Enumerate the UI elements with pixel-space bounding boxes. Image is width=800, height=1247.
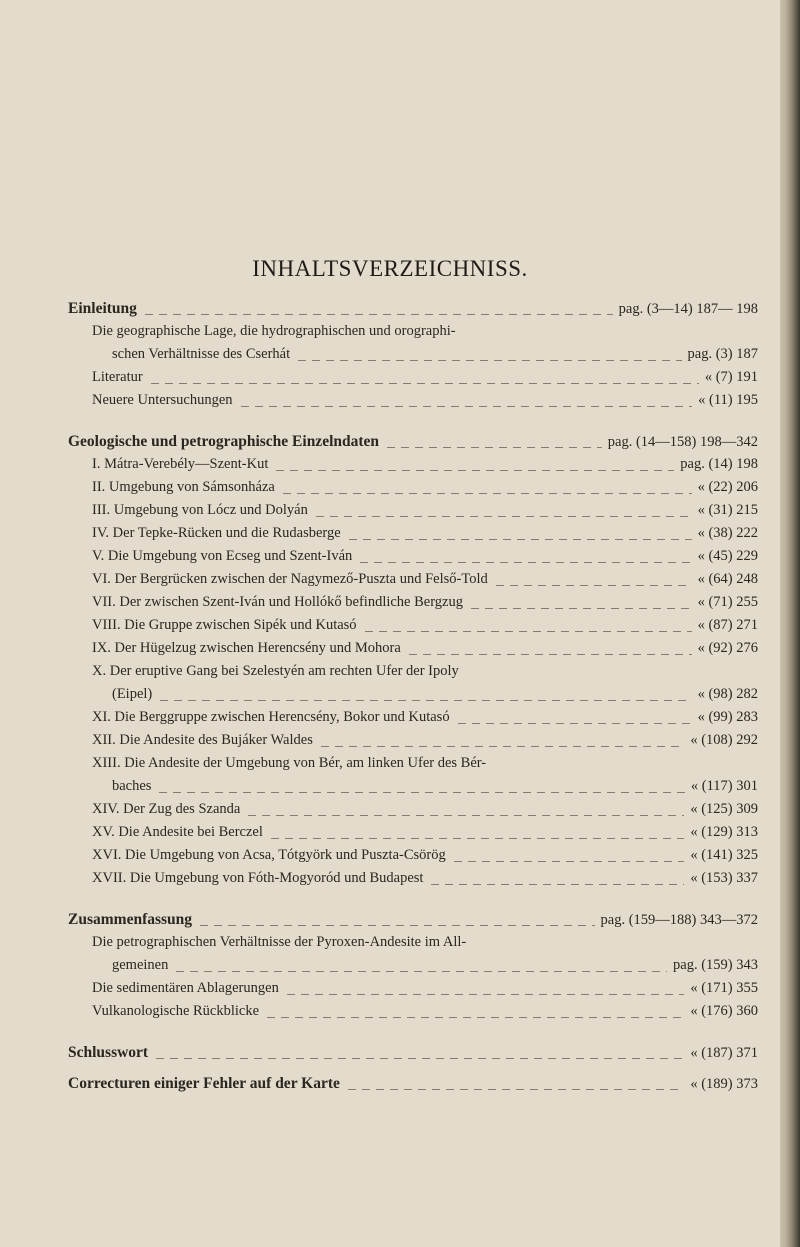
toc-entry — [68, 908, 758, 931]
toc-entry — [68, 499, 758, 522]
dot-leader — [298, 360, 681, 361]
entry-text: I. Mátra-Verebély—Szent-Kut — [92, 456, 269, 472]
toc-entry — [68, 522, 758, 545]
entry-page-ref: « (38) 222 — [697, 525, 758, 541]
entry-page-ref: « (71) 255 — [697, 594, 758, 610]
dot-leader — [458, 723, 692, 724]
entry-page-ref: « (125) 309 — [690, 801, 758, 817]
entry-text: Neuere Untersuchungen — [92, 392, 233, 408]
entry-text: (Eipel) — [112, 686, 153, 702]
toc-entry — [68, 706, 758, 729]
dot-leader — [496, 585, 692, 586]
dot-leader — [200, 925, 595, 926]
entry-text: Die petrographischen Verhältnisse der Pyroxen-Andesite im All- — [92, 934, 467, 950]
entry-page-ref: pag. (3—14) 187— 198 — [618, 301, 758, 317]
entry-text: XII. Die Andesite des Bujáker Waldes — [92, 732, 313, 748]
dot-leader — [287, 994, 685, 995]
dot-leader — [283, 493, 692, 494]
toc-entry — [68, 752, 758, 775]
dot-leader — [365, 631, 692, 632]
entry-page-ref: pag. (14—158) 198—342 — [607, 434, 758, 450]
dot-leader — [271, 838, 684, 839]
toc-entry — [68, 660, 758, 683]
entry-text: Literatur — [92, 369, 143, 385]
entry-text: V. Die Umgebung von Ecseg und Szent-Iván — [92, 548, 353, 564]
entry-page-ref: « (31) 215 — [697, 502, 758, 518]
entry-page-ref: « (129) 313 — [690, 824, 758, 840]
entry-page-ref: « (187) 371 — [690, 1045, 758, 1061]
toc-entry — [68, 430, 758, 453]
dot-leader — [145, 314, 613, 315]
dot-leader — [151, 383, 699, 384]
dot-leader — [156, 1058, 684, 1059]
entry-page-ref: « (92) 276 — [697, 640, 758, 656]
entry-text: XIV. Der Zug des Szanda — [92, 801, 241, 817]
toc-entry — [68, 343, 758, 366]
entry-page-ref: « (176) 360 — [690, 1003, 758, 1019]
entry-text: XV. Die Andesite bei Berczel — [92, 824, 263, 840]
toc-entry — [68, 931, 758, 954]
entry-text: II. Umgebung von Sámsonháza — [92, 479, 275, 495]
toc-entry — [68, 568, 758, 591]
entry-page-ref: « (45) 229 — [697, 548, 758, 564]
entry-page-ref: « (171) 355 — [690, 980, 758, 996]
dot-leader — [454, 861, 685, 862]
entry-page-ref: « (64) 248 — [697, 571, 758, 587]
entry-text: X. Der eruptive Gang bei Szelestyén am rechten Ufer der Ipoly — [92, 663, 459, 679]
dot-leader — [360, 562, 691, 563]
entry-text: III. Umgebung von Lócz und Dolyán — [92, 502, 308, 518]
entry-text: Geologische und petrographische Einzelndaten — [68, 433, 380, 450]
dot-leader — [409, 654, 692, 655]
entry-text: IV. Der Tepke-Rücken und die Rudasberge — [92, 525, 341, 541]
entry-text: VII. Der zwischen Szent-Iván und Hollókő befindliche Bergzug — [92, 594, 463, 610]
entry-page-ref: « (22) 206 — [697, 479, 758, 495]
entry-text: VIII. Die Gruppe zwischen Sipék und Kutasó — [92, 617, 357, 633]
entry-text: Die sedimentären Ablagerungen — [92, 980, 279, 996]
toc-entry — [68, 798, 758, 821]
dot-leader — [159, 792, 684, 793]
entry-text: Vulkanologische Rückblicke — [92, 1003, 260, 1019]
entry-page-ref: pag. (14) 198 — [680, 456, 758, 472]
dot-leader — [349, 539, 692, 540]
toc-entry — [68, 821, 758, 844]
table-of-contents — [68, 297, 758, 1095]
entry-text: XVII. Die Umgebung von Fóth-Mogyoród und Budapest — [92, 870, 424, 886]
toc-entry — [68, 867, 758, 890]
toc-entry — [68, 954, 758, 977]
toc-entry — [68, 637, 758, 660]
entry-page-ref: pag. (3) 187 — [687, 346, 758, 362]
dot-leader — [471, 608, 692, 609]
dot-leader — [321, 746, 684, 747]
toc-entry — [68, 320, 758, 343]
dot-leader — [431, 884, 684, 885]
entry-text: XIII. Die Andesite der Umgebung von Bér, am linken Ufer des Bér- — [92, 755, 487, 771]
toc-entry — [68, 545, 758, 568]
entry-text: Die geographische Lage, die hydrographischen und orographi- — [92, 323, 456, 339]
entry-text: XI. Die Berggruppe zwischen Herencsény, Bokor und Kutasó — [92, 709, 450, 725]
entry-page-ref: pag. (159—188) 343—372 — [600, 912, 758, 928]
page-title: INHALTSVERZEICHNISS. — [252, 256, 528, 281]
entry-page-ref: « (141) 325 — [690, 847, 758, 863]
toc-entry — [68, 591, 758, 614]
toc-entry — [68, 297, 758, 320]
dot-leader — [316, 516, 692, 517]
toc-entry — [68, 614, 758, 637]
entry-text: Correcturen einiger Fehler auf der Karte — [68, 1075, 340, 1092]
dot-leader — [348, 1089, 684, 1090]
page-edge-shadow — [780, 0, 800, 1247]
entry-page-ref: « (108) 292 — [690, 732, 758, 748]
entry-text: IX. Der Hügelzug zwischen Herencsény und Mohora — [92, 640, 401, 656]
toc-entry — [68, 1041, 758, 1064]
entry-text: Schlusswort — [68, 1044, 149, 1061]
toc-entry — [68, 389, 758, 412]
entry-text: XVI. Die Umgebung von Acsa, Tótgyörk und Puszta-Csörög — [92, 847, 446, 863]
entry-text: schen Verhältnisse des Cserhát — [112, 346, 291, 362]
entry-page-ref: « (189) 373 — [690, 1076, 758, 1092]
entry-page-ref: pag. (159) 343 — [673, 957, 758, 973]
dot-leader — [160, 700, 691, 701]
entry-page-ref: « (87) 271 — [697, 617, 758, 633]
toc-entry — [68, 844, 758, 867]
entry-text: Einleitung — [68, 300, 137, 317]
dot-leader — [276, 470, 674, 471]
dot-leader — [248, 815, 684, 816]
toc-entry — [68, 1072, 758, 1095]
toc-entry — [68, 683, 758, 706]
dot-leader — [241, 406, 693, 407]
entry-page-ref: « (117) 301 — [690, 778, 758, 794]
dot-leader — [387, 447, 602, 448]
toc-entry — [68, 977, 758, 1000]
dot-leader — [267, 1017, 684, 1018]
toc-entry — [68, 775, 758, 798]
entry-page-ref: « (11) 195 — [698, 392, 758, 408]
toc-entry — [68, 476, 758, 499]
entry-page-ref: « (98) 282 — [697, 686, 758, 702]
entry-text: baches — [112, 778, 152, 794]
entry-text: gemeinen — [112, 957, 169, 973]
entry-text: Zusammenfassung — [68, 911, 193, 928]
toc-entry — [68, 1000, 758, 1023]
entry-page-ref: « (99) 283 — [697, 709, 758, 725]
dot-leader — [176, 971, 667, 972]
entry-page-ref: « (7) 191 — [704, 369, 758, 385]
toc-entry — [68, 729, 758, 752]
entry-page-ref: « (153) 337 — [690, 870, 758, 886]
toc-entry — [68, 453, 758, 476]
toc-entry — [68, 366, 758, 389]
entry-text: VI. Der Bergrücken zwischen der Nagymező-Puszta und Felső-Told — [92, 571, 488, 587]
